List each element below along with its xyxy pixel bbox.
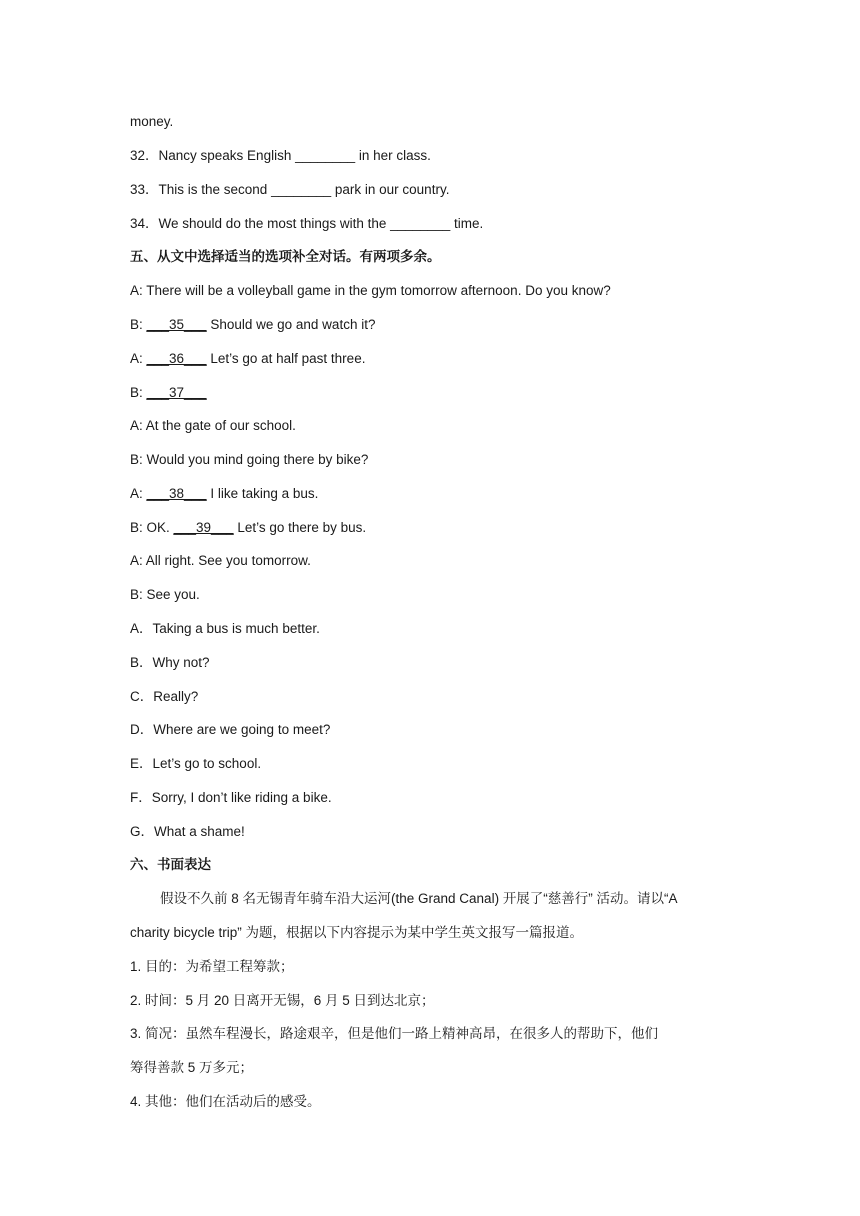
- prompt-item-3: 3. 简况：虽然车程漫长，路途艰辛，但是他们一路上精神高昂，在很多人的帮助下，他们: [130, 1026, 659, 1041]
- option-c: C．Really?: [130, 689, 199, 704]
- dialogue-line: [130, 384, 207, 402]
- speaker: B:: [130, 317, 147, 332]
- prompt-item-1: 1. 目的：为希望工程筹款；: [130, 959, 294, 974]
- dialogue-line: [130, 519, 366, 537]
- dialogue-line: A: There will be a volleyball game in the gym tomorrow afternoon. Do you know?: [130, 283, 611, 298]
- question-34: 34．We should do the most things with the ________ time.: [130, 216, 484, 231]
- section-5-heading: 五、从文中选择适当的选项补全对话。有两项多余。: [130, 249, 441, 264]
- option-e: E．Let’s go to school.: [130, 756, 262, 771]
- speaker: A:: [130, 351, 147, 366]
- option-a: A．Taking a bus is much better.: [130, 621, 320, 636]
- dialogue-text: Let’s go at half past three.: [206, 351, 366, 366]
- prompt-item-4: 4. 其他：他们在活动后的感受。: [130, 1094, 321, 1109]
- option-f: F．Sorry, I don’t like riding a bike.: [130, 790, 332, 805]
- dialogue-line: [130, 316, 375, 334]
- option-d: D．Where are we going to meet?: [130, 722, 331, 737]
- speaker: B: OK.: [130, 520, 174, 535]
- dialogue-line: [130, 485, 318, 503]
- dialogue-line: B: See you.: [130, 587, 200, 602]
- question-32: 32．Nancy speaks English ________ in her class.: [130, 148, 431, 163]
- dialogue-line: A: At the gate of our school.: [130, 418, 296, 433]
- dialogue-line: [130, 350, 365, 368]
- text-line: money.: [130, 114, 174, 129]
- dialogue-text: Let’s go there by bus.: [233, 520, 367, 535]
- question-33: 33．This is the second ________ park in our country.: [130, 182, 450, 197]
- prompt-item-2: 2. 时间：5 月 20 日离开无锡，6 月 5 日到达北京；: [130, 993, 435, 1008]
- blank-39: ___39___: [173, 520, 234, 535]
- writing-prompt-line: charity bicycle trip” 为题，根据以下内容提示为某中学生英文报写一篇报道。: [130, 925, 584, 940]
- speaker: B:: [130, 385, 147, 400]
- section-6-heading: 六、书面表达: [130, 857, 211, 872]
- blank-36: ___36___: [146, 351, 207, 366]
- dialogue-line: A: All right. See you tomorrow.: [130, 553, 311, 568]
- dialogue-text: I like taking a bus.: [206, 486, 319, 501]
- option-g: G．What a shame!: [130, 824, 245, 839]
- option-b: B．Why not?: [130, 655, 210, 670]
- blank-38: ___38___: [146, 486, 207, 501]
- dialogue-line: B: Would you mind going there by bike?: [130, 452, 369, 467]
- dialogue-text: Should we go and watch it?: [206, 317, 376, 332]
- speaker: A:: [130, 486, 147, 501]
- blank-37: ___37___: [146, 385, 207, 400]
- blank-35: ___35___: [146, 317, 207, 332]
- writing-prompt-line: 假设不久前 8 名无锡青年骑车沿大运河(the Grand Canal) 开展了“慈善行” 活动。请以“A: [160, 891, 678, 906]
- prompt-item-3-cont: 筹得善款 5 万多元；: [130, 1060, 254, 1075]
